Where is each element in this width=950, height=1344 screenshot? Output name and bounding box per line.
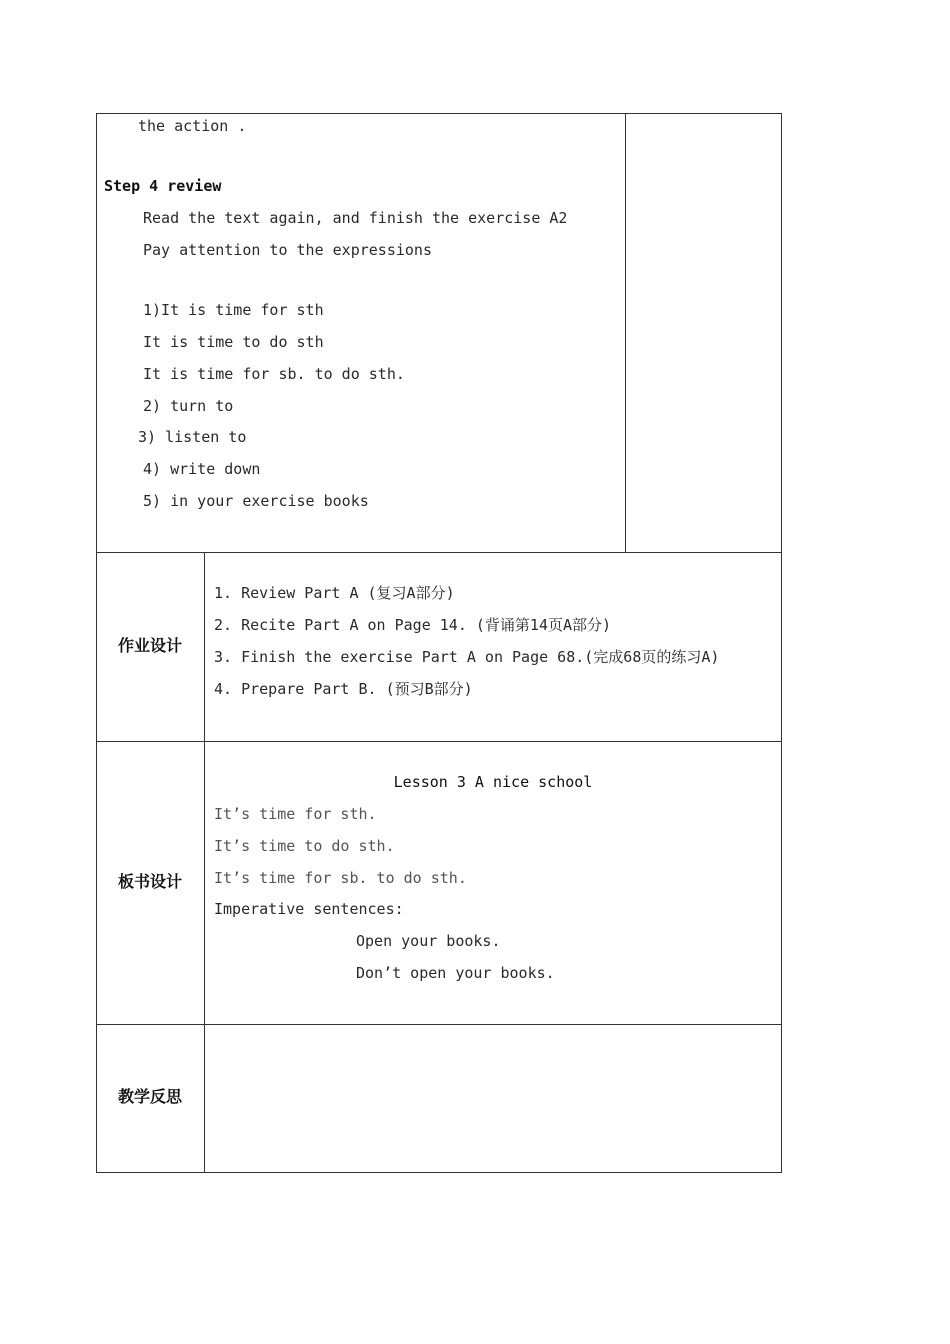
expression-line: 1)It is time for sth [143,301,324,319]
homework-label: 作业设计 [117,636,182,655]
step-text-line: the action . [138,117,247,135]
row-divider-2 [96,741,782,742]
homework-item: 4. Prepare Part B. (预习B部分) [214,680,473,698]
expression-line: It is time to do sth [143,333,324,351]
expression-line: 4) write down [143,460,261,478]
table-border-bottom [96,1172,782,1173]
reflection-content [205,1025,781,1172]
row-divider-1 [96,552,782,553]
table-border-top [96,113,782,114]
table-border-right [781,113,782,1173]
step-heading: Step 4 review [104,177,222,195]
board-label: 板书设计 [117,872,182,891]
board-line: It’s time for sth. [214,805,377,823]
board-line: Open your books. [356,932,501,950]
expression-line: 2) turn to [143,397,234,415]
expression-line: 3) listen to [138,428,247,446]
step-text-line: Pay attention to the expressions [143,241,432,259]
homework-item: 1. Review Part A (复习A部分) [214,584,455,602]
homework-item: 3. Finish the exercise Part A on Page 68.(完成68页的练习A) [214,648,720,666]
step-text-line: Read the text again, and finish the exercise A2 [143,209,568,227]
board-line: Imperative sentences: [214,900,404,918]
homework-item: 2. Recite Part A on Page 14. (背诵第14页A部分) [214,616,612,634]
top-section-column-divider [625,113,626,553]
board-title: Lesson 3 A nice school [393,773,593,791]
board-line: It’s time to do sth. [214,837,395,855]
board-line: It’s time for sb. to do sth. [214,869,467,887]
board-line: Don’t open your books. [356,964,555,982]
reflection-label: 教学反思 [117,1087,182,1106]
expression-line: 5) in your exercise books [143,492,369,510]
expression-line: It is time for sb. to do sth. [143,365,405,383]
